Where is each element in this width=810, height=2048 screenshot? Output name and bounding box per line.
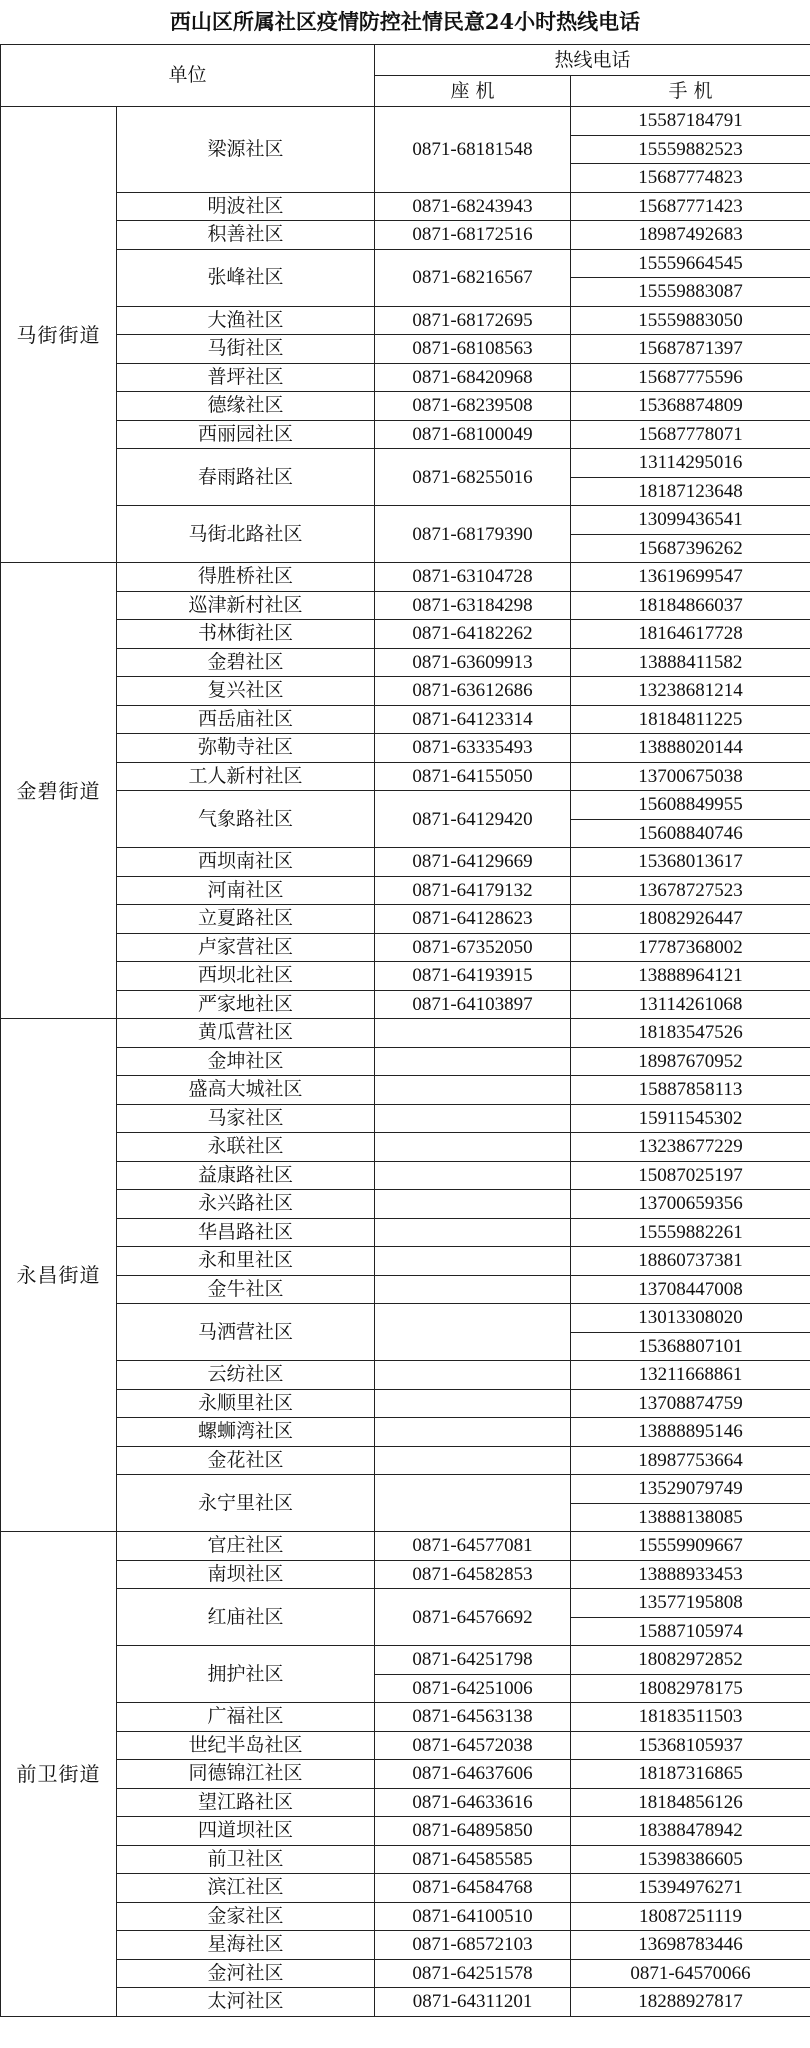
landline-number: 0871-68181548	[375, 107, 571, 193]
landline-number	[375, 1475, 571, 1532]
landline-number: 0871-68216567	[375, 249, 571, 306]
landline-number: 0871-64251578	[375, 1959, 571, 1988]
mobile-number: 13888411582	[571, 648, 810, 677]
mobile-number: 15608849955	[571, 791, 810, 820]
table-row	[1, 1959, 810, 1988]
table-row	[1, 933, 810, 962]
landline-number	[375, 1361, 571, 1390]
table-row	[1, 1874, 810, 1903]
landline-number	[375, 1190, 571, 1219]
table-row	[1, 962, 810, 991]
table-row	[1, 363, 810, 392]
community-name: 云纺社区	[117, 1361, 375, 1390]
page-title: 西山区所属社区疫情防控社情民意24小时热线电话	[169, 9, 641, 34]
table-row	[1, 221, 810, 250]
table-row	[1, 1275, 810, 1304]
community-name: 永顺里社区	[117, 1389, 375, 1418]
landline-number: 0871-64895850	[375, 1817, 571, 1846]
community-name: 广福社区	[117, 1703, 375, 1732]
community-name: 星海社区	[117, 1931, 375, 1960]
community-name: 前卫社区	[117, 1845, 375, 1874]
landline-number: 0871-64582853	[375, 1560, 571, 1589]
unit-header: 单位	[1, 45, 375, 107]
mobile-number: 17787368002	[571, 933, 810, 962]
table-row	[1, 249, 810, 278]
table-row	[1, 1646, 810, 1675]
community-name: 盛高大城社区	[117, 1076, 375, 1105]
mobile-number: 15394976271	[571, 1874, 810, 1903]
district-name: 马街街道	[1, 107, 117, 563]
landline-number: 0871-68100049	[375, 420, 571, 449]
community-name: 马洒营社区	[117, 1304, 375, 1361]
community-name: 益康路社区	[117, 1161, 375, 1190]
header-row	[1, 45, 810, 76]
hotline-table	[0, 44, 810, 2017]
mobile-number: 13114295016	[571, 449, 810, 478]
landline-number: 0871-63335493	[375, 734, 571, 763]
community-name: 巡津新村社区	[117, 591, 375, 620]
mobile-number: 15368013617	[571, 848, 810, 877]
mobile-number: 18388478942	[571, 1817, 810, 1846]
landline-header: 座 机	[375, 76, 571, 107]
district-name: 金碧街道	[1, 563, 117, 1019]
community-name: 华昌路社区	[117, 1218, 375, 1247]
mobile-number: 18164617728	[571, 620, 810, 649]
community-name: 永宁里社区	[117, 1475, 375, 1532]
mobile-number: 13888895146	[571, 1418, 810, 1447]
mobile-number: 15559882261	[571, 1218, 810, 1247]
mobile-number: 15687771423	[571, 192, 810, 221]
community-name: 卢家营社区	[117, 933, 375, 962]
mobile-number: 13114261068	[571, 990, 810, 1019]
mobile-number: 15559883087	[571, 278, 810, 307]
landline-number: 0871-64576692	[375, 1589, 571, 1646]
table-row	[1, 990, 810, 1019]
landline-number	[375, 1161, 571, 1190]
table-row	[1, 1247, 810, 1276]
table-row	[1, 762, 810, 791]
mobile-number: 15608840746	[571, 819, 810, 848]
mobile-number: 13700659356	[571, 1190, 810, 1219]
community-name: 西坝南社区	[117, 848, 375, 877]
table-row	[1, 1389, 810, 1418]
community-name: 春雨路社区	[117, 449, 375, 506]
community-name: 明波社区	[117, 192, 375, 221]
landline-number: 0871-64129669	[375, 848, 571, 877]
mobile-number: 18082978175	[571, 1674, 810, 1703]
community-name: 立夏路社区	[117, 905, 375, 934]
mobile-number: 15559664545	[571, 249, 810, 278]
community-name: 金坤社区	[117, 1047, 375, 1076]
landline-number	[375, 1247, 571, 1276]
landline-number: 0871-64100510	[375, 1902, 571, 1931]
table-row	[1, 449, 810, 478]
landline-number: 0871-64193915	[375, 962, 571, 991]
mobile-number: 18860737381	[571, 1247, 810, 1276]
landline-number	[375, 1275, 571, 1304]
landline-number: 0871-64128623	[375, 905, 571, 934]
table-row	[1, 192, 810, 221]
mobile-number: 13619699547	[571, 563, 810, 592]
mobile-number: 15887858113	[571, 1076, 810, 1105]
mobile-number: 15559883050	[571, 306, 810, 335]
landline-number	[375, 1133, 571, 1162]
mobile-number: 0871-64570066	[571, 1959, 810, 1988]
mobile-number: 15687778071	[571, 420, 810, 449]
community-name: 马街北路社区	[117, 506, 375, 563]
landline-number: 0871-64563138	[375, 1703, 571, 1732]
table-row	[1, 1817, 810, 1846]
table-row	[1, 791, 810, 820]
mobile-number: 13888138085	[571, 1503, 810, 1532]
table-row	[1, 705, 810, 734]
landline-number	[375, 1076, 571, 1105]
table-row	[1, 1133, 810, 1162]
district-name: 永昌街道	[1, 1019, 117, 1532]
landline-number: 0871-68243943	[375, 192, 571, 221]
mobile-number: 15887105974	[571, 1617, 810, 1646]
mobile-number: 18184866037	[571, 591, 810, 620]
landline-number: 0871-67352050	[375, 933, 571, 962]
community-name: 金家社区	[117, 1902, 375, 1931]
landline-number: 0871-64103897	[375, 990, 571, 1019]
mobile-number: 15687775596	[571, 363, 810, 392]
landline-number	[375, 1389, 571, 1418]
landline-number: 0871-63609913	[375, 648, 571, 677]
landline-number: 0871-68255016	[375, 449, 571, 506]
mobile-number: 13529079749	[571, 1475, 810, 1504]
table-row	[1, 1988, 810, 2017]
community-name: 西岳庙社区	[117, 705, 375, 734]
landline-number: 0871-64251006	[375, 1674, 571, 1703]
mobile-number: 18187316865	[571, 1760, 810, 1789]
table-row	[1, 1446, 810, 1475]
table-row	[1, 563, 810, 592]
landline-number: 0871-68420968	[375, 363, 571, 392]
landline-number: 0871-63612686	[375, 677, 571, 706]
table-row	[1, 734, 810, 763]
community-name: 黄瓜营社区	[117, 1019, 375, 1048]
table-row	[1, 848, 810, 877]
mobile-number: 15687774823	[571, 164, 810, 193]
community-name: 河南社区	[117, 876, 375, 905]
landline-number: 0871-64129420	[375, 791, 571, 848]
community-name: 马家社区	[117, 1104, 375, 1133]
table-row	[1, 107, 810, 136]
table-row	[1, 1532, 810, 1561]
table-row	[1, 677, 810, 706]
mobile-number: 18184856126	[571, 1788, 810, 1817]
table-row	[1, 1731, 810, 1760]
table-row	[1, 1019, 810, 1048]
community-name: 永兴路社区	[117, 1190, 375, 1219]
community-name: 西丽园社区	[117, 420, 375, 449]
table-row	[1, 506, 810, 535]
mobile-number: 15368874809	[571, 392, 810, 421]
mobile-number: 15587184791	[571, 107, 810, 136]
district-name: 前卫街道	[1, 1532, 117, 2017]
community-name: 弥勒寺社区	[117, 734, 375, 763]
mobile-number: 15368105937	[571, 1731, 810, 1760]
mobile-number: 18183547526	[571, 1019, 810, 1048]
mobile-number: 13211668861	[571, 1361, 810, 1390]
mobile-number: 18183511503	[571, 1703, 810, 1732]
mobile-number: 13099436541	[571, 506, 810, 535]
mobile-header: 手 机	[571, 76, 810, 107]
table-row	[1, 1161, 810, 1190]
table-row	[1, 620, 810, 649]
mobile-number: 15687396262	[571, 534, 810, 563]
mobile-number: 13708874759	[571, 1389, 810, 1418]
table-row	[1, 420, 810, 449]
community-name: 太河社区	[117, 1988, 375, 2017]
landline-number: 0871-68108563	[375, 335, 571, 364]
mobile-number: 18087251119	[571, 1902, 810, 1931]
table-row	[1, 1475, 810, 1504]
landline-number: 0871-68172695	[375, 306, 571, 335]
community-name: 金碧社区	[117, 648, 375, 677]
community-name: 西坝北社区	[117, 962, 375, 991]
mobile-number: 13238677229	[571, 1133, 810, 1162]
mobile-number: 13013308020	[571, 1304, 810, 1333]
landline-number: 0871-64637606	[375, 1760, 571, 1789]
table-row	[1, 1560, 810, 1589]
mobile-number: 18987753664	[571, 1446, 810, 1475]
landline-number	[375, 1446, 571, 1475]
landline-number: 0871-68179390	[375, 506, 571, 563]
table-row	[1, 306, 810, 335]
landline-number: 0871-68172516	[375, 221, 571, 250]
landline-number: 0871-64584768	[375, 1874, 571, 1903]
community-name: 金河社区	[117, 1959, 375, 1988]
community-name: 金花社区	[117, 1446, 375, 1475]
landline-number: 0871-64123314	[375, 705, 571, 734]
table-row	[1, 1760, 810, 1789]
mobile-number: 13888020144	[571, 734, 810, 763]
mobile-number: 15911545302	[571, 1104, 810, 1133]
landline-number: 0871-63104728	[375, 563, 571, 592]
community-name: 四道坝社区	[117, 1817, 375, 1846]
community-name: 官庄社区	[117, 1532, 375, 1561]
landline-number: 0871-64585585	[375, 1845, 571, 1874]
community-name: 南坝社区	[117, 1560, 375, 1589]
community-name: 滨江社区	[117, 1874, 375, 1903]
community-name: 德缘社区	[117, 392, 375, 421]
landline-number: 0871-64633616	[375, 1788, 571, 1817]
hotline-header: 热线电话	[375, 45, 810, 76]
mobile-number: 15398386605	[571, 1845, 810, 1874]
community-name: 永联社区	[117, 1133, 375, 1162]
table-row	[1, 1703, 810, 1732]
community-name: 红庙社区	[117, 1589, 375, 1646]
community-name: 复兴社区	[117, 677, 375, 706]
table-row	[1, 905, 810, 934]
table-row	[1, 1218, 810, 1247]
mobile-number: 13577195808	[571, 1589, 810, 1618]
landline-number: 0871-64179132	[375, 876, 571, 905]
table-row	[1, 335, 810, 364]
mobile-number: 13708447008	[571, 1275, 810, 1304]
landline-number	[375, 1418, 571, 1447]
table-row	[1, 1104, 810, 1133]
mobile-number: 15687871397	[571, 335, 810, 364]
table-row	[1, 1047, 810, 1076]
landline-number	[375, 1047, 571, 1076]
landline-number: 0871-68239508	[375, 392, 571, 421]
landline-number: 0871-64572038	[375, 1731, 571, 1760]
community-name: 拥护社区	[117, 1646, 375, 1703]
table-row	[1, 1190, 810, 1219]
table-row	[1, 1788, 810, 1817]
table-row	[1, 1418, 810, 1447]
table-row	[1, 876, 810, 905]
community-name: 气象路社区	[117, 791, 375, 848]
community-name: 积善社区	[117, 221, 375, 250]
table-row	[1, 1589, 810, 1618]
landline-number: 0871-68572103	[375, 1931, 571, 1960]
community-name: 梁源社区	[117, 107, 375, 193]
community-name: 永和里社区	[117, 1247, 375, 1276]
community-name: 马街社区	[117, 335, 375, 364]
mobile-number: 13888964121	[571, 962, 810, 991]
mobile-number: 13698783446	[571, 1931, 810, 1960]
mobile-number: 15559909667	[571, 1532, 810, 1561]
community-name: 望江路社区	[117, 1788, 375, 1817]
community-name: 螺蛳湾社区	[117, 1418, 375, 1447]
mobile-number: 13888933453	[571, 1560, 810, 1589]
mobile-number: 13678727523	[571, 876, 810, 905]
table-row	[1, 1361, 810, 1390]
mobile-number: 13700675038	[571, 762, 810, 791]
mobile-number: 15087025197	[571, 1161, 810, 1190]
mobile-number: 18288927817	[571, 1988, 810, 2017]
mobile-number: 15368807101	[571, 1332, 810, 1361]
landline-number: 0871-63184298	[375, 591, 571, 620]
table-row	[1, 1931, 810, 1960]
table-row	[1, 1902, 810, 1931]
table-row	[1, 1076, 810, 1105]
landline-number: 0871-64155050	[375, 762, 571, 791]
table-row	[1, 1304, 810, 1333]
landline-number	[375, 1218, 571, 1247]
community-name: 同德锦江社区	[117, 1760, 375, 1789]
landline-number: 0871-64577081	[375, 1532, 571, 1561]
mobile-number: 18987670952	[571, 1047, 810, 1076]
mobile-number: 18082926447	[571, 905, 810, 934]
community-name: 严家地社区	[117, 990, 375, 1019]
community-name: 世纪半岛社区	[117, 1731, 375, 1760]
table-row	[1, 591, 810, 620]
community-name: 普坪社区	[117, 363, 375, 392]
community-name: 金牛社区	[117, 1275, 375, 1304]
mobile-number: 15559882523	[571, 135, 810, 164]
table-row	[1, 392, 810, 421]
mobile-number: 18987492683	[571, 221, 810, 250]
landline-number	[375, 1019, 571, 1048]
community-name: 得胜桥社区	[117, 563, 375, 592]
landline-number: 0871-64311201	[375, 1988, 571, 2017]
mobile-number: 18184811225	[571, 705, 810, 734]
community-name: 大渔社区	[117, 306, 375, 335]
mobile-number: 13238681214	[571, 677, 810, 706]
mobile-number: 18082972852	[571, 1646, 810, 1675]
landline-number	[375, 1104, 571, 1133]
community-name: 张峰社区	[117, 249, 375, 306]
landline-number: 0871-64182262	[375, 620, 571, 649]
landline-number	[375, 1304, 571, 1361]
landline-number: 0871-64251798	[375, 1646, 571, 1675]
table-row	[1, 1845, 810, 1874]
community-name: 工人新村社区	[117, 762, 375, 791]
community-name: 书林街社区	[117, 620, 375, 649]
table-row	[1, 648, 810, 677]
mobile-number: 18187123648	[571, 477, 810, 506]
